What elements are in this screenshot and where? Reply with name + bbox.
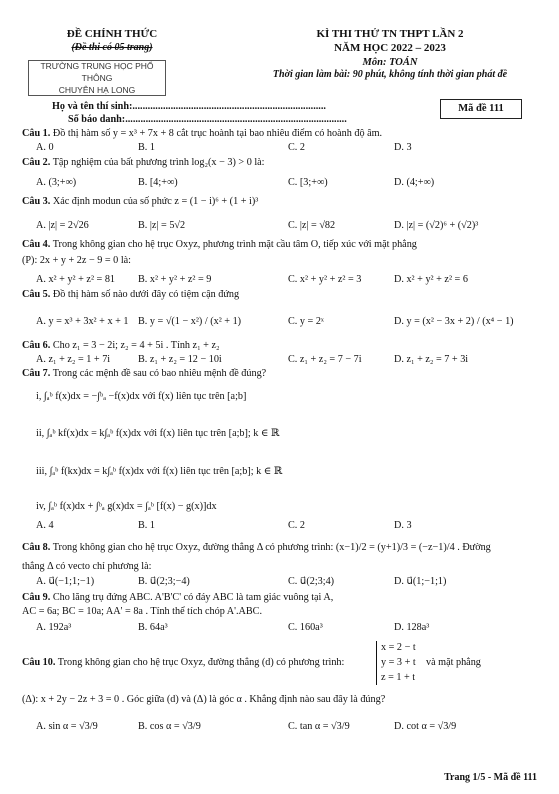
line-system — [376, 641, 416, 685]
statement-i: i, ∫ₐᵇ f(x)dx = −∫ᵇₐ −f(x)dx với f(x) liên tục trên [a;b] — [36, 391, 247, 402]
exam-title: KÌ THI THỬ TN THPT LẦN 2 — [316, 28, 464, 40]
question-label: Câu 1. — [22, 128, 51, 139]
question-text: Cho z₁ = 3 − 2i; z₂ = 4 + 5i . Tính z₁ + z₂ — [52, 340, 220, 351]
stamp-line-1: TRƯỜNG TRUNG HỌC PHỔ THÔNG — [40, 61, 154, 83]
option-d[interactable]: D. x² + y² + z² = 6 — [394, 274, 468, 285]
statement-iv: iv, ∫ₐᵇ f(x)dx + ∫ᵇₐ g(x)dx = ∫ₐᵇ [f(x) − g(x)]dx — [36, 501, 217, 512]
time-allowed: Thời gian làm bài: 90 phút, không tính thời gian phát đề — [272, 68, 508, 80]
question-text: Đồ thị hàm số nào dưới đây có tiệm cận đứng — [52, 289, 240, 300]
option-a[interactable]: A. y = x³ + 3x² + x + 1 — [36, 316, 129, 327]
option-d[interactable]: D. cot α = √3/9 — [394, 721, 457, 732]
question-label: Câu 8. — [22, 542, 51, 553]
option-d[interactable]: D. u⃗(1;−1;1) — [394, 576, 447, 587]
header-left — [22, 28, 202, 54]
option-c[interactable]: C. x² + y² + z² = 3 — [288, 274, 362, 285]
options-q1 — [36, 142, 536, 156]
question-text: Xác định modun của số phức z = (1 − i)⁶ + (1 + i)³ — [52, 196, 259, 207]
question-10-cont: (Δ): x + 2y − 2z + 3 = 0 . Góc giữa (d) và (Δ) là góc α . Khẳng định nào sau đây là đúng? — [22, 694, 386, 705]
question-label: Câu 6. — [22, 340, 51, 351]
option-b[interactable]: B. 1 — [138, 520, 155, 531]
question-8 — [22, 542, 537, 555]
question-7 — [22, 368, 537, 381]
option-a[interactable]: A. (3;+∞) — [36, 177, 77, 188]
system-eq-x: x = 2 − t — [381, 642, 416, 653]
student-id-line: Số báo danh:....................................................................................... — [68, 114, 347, 125]
question-text: Trong không gian cho hệ trục Oxyz, đường thẳng Δ có phương trình: (x−1)/2 = (y+1)/3 = (−z−1)/4 . Đường — [52, 542, 491, 553]
option-c[interactable]: C. [3;+∞) — [288, 177, 328, 188]
option-c[interactable]: C. y = 2ˣ — [288, 316, 324, 327]
question-6 — [22, 340, 537, 353]
question-label: Câu 5. — [22, 289, 51, 300]
option-d[interactable]: D. y = (x² − 3x + 2) / (x⁴ − 1) — [394, 316, 514, 327]
question-2 — [22, 157, 537, 170]
question-text: Trong không gian cho hệ trục Oxyz, phương trình mặt cầu tâm O, tiếp xúc với mặt phẳng — [52, 239, 417, 250]
question-text: Trong không gian cho hệ trục Oxyz, đường thẳng (d) có phương trình: — [57, 657, 345, 668]
official-label: ĐỀ CHÍNH THỨC — [66, 28, 158, 40]
option-d[interactable]: D. 3 — [394, 142, 412, 153]
option-b[interactable]: B. cos α = √3/9 — [138, 721, 201, 732]
question-label: Câu 4. — [22, 239, 51, 250]
question-text: Đồ thị hàm số y = x³ + 7x + 8 cắt trục hoành tại bao nhiêu điểm có hoành độ âm. — [52, 128, 383, 139]
question-label: Câu 10. — [22, 657, 56, 668]
option-a[interactable]: A. |z| = 2√26 — [36, 220, 89, 231]
stamp-line-2: CHUYÊN HẠ LONG — [58, 84, 136, 95]
question-1 — [22, 128, 537, 141]
option-d[interactable]: D. z₁ + z₂ = 7 + 3i — [394, 354, 469, 365]
question-text: Tập nghiệm của bất phương trình log₂(x − 3) > 0 là: — [52, 157, 265, 168]
option-a[interactable]: A. z₁ + z₂ = 1 + 7i — [36, 354, 111, 365]
question-4-cont: (P): 2x + y + 2z − 9 = 0 là: — [22, 255, 131, 266]
option-b[interactable]: B. 1 — [138, 142, 155, 153]
option-c[interactable]: C. tan α = √3/9 — [288, 721, 350, 732]
options-q9 — [36, 622, 536, 636]
question-9-cont: AC = 6a; BC = 10a; AA' = 8a . Tính thể tích chóp A'.ABC. — [22, 606, 263, 617]
question-text: Trong các mệnh đề sau có bao nhiêu mệnh đề đúng? — [52, 368, 267, 379]
school-year: NĂM HỌC 2022 – 2023 — [334, 41, 446, 54]
option-c[interactable]: C. 2 — [288, 142, 305, 153]
question-text: Cho lăng trụ đứng ABC. A'B'C' có đáy ABC là tam giác vuông tại A, — [52, 592, 334, 603]
system-eq-z: z = 1 + t — [381, 671, 416, 683]
option-d[interactable]: D. |z| = (√2)⁶ + (√2)³ — [394, 220, 479, 231]
question-label: Câu 3. — [22, 196, 51, 207]
option-b[interactable]: B. 64a³ — [138, 622, 168, 633]
question-3 — [22, 196, 537, 209]
options-q5 — [36, 316, 536, 330]
option-b[interactable]: B. x² + y² + z² = 9 — [138, 274, 212, 285]
options-q8 — [36, 576, 536, 590]
option-b[interactable]: B. y = √(1 − x²) / (x² + 1) — [138, 316, 242, 327]
options-q6 — [36, 354, 536, 368]
option-c[interactable]: C. z₁ + z₂ = 7 − 7i — [288, 354, 362, 365]
options-q4 — [36, 274, 536, 288]
option-c[interactable]: C. u⃗(2;3;4) — [288, 576, 335, 587]
statement-iii: iii, ∫ₐᵇ f(kx)dx = k∫ₐᵇ f(x)dx với f(x) liên tục trên [a;b]; k ∈ ℝ — [36, 466, 283, 477]
option-a[interactable]: A. 4 — [36, 520, 54, 531]
option-b[interactable]: B. |z| = 5√2 — [138, 220, 186, 231]
question-9 — [22, 592, 537, 605]
option-a[interactable]: A. 0 — [36, 142, 54, 153]
option-d[interactable]: D. 3 — [394, 520, 412, 531]
option-a[interactable]: A. sin α = √3/9 — [36, 721, 98, 732]
option-d[interactable]: D. (4;+∞) — [394, 177, 435, 188]
subject: Môn: TOÁN — [362, 56, 418, 68]
options-q3 — [36, 220, 536, 234]
question-label: Câu 2. — [22, 157, 51, 168]
option-c[interactable]: C. 2 — [288, 520, 305, 531]
statement-ii: ii, ∫ₐᵇ kf(x)dx = k∫ₐᵇ f(x)dx với f(x) liên tục trên [a;b]; k ∈ ℝ — [36, 428, 280, 439]
option-c[interactable]: C. |z| = √82 — [288, 220, 336, 231]
option-a[interactable]: A. 192a³ — [36, 622, 72, 633]
options-q10 — [36, 721, 536, 735]
pages-note: (Đề thi có 05 trang) — [71, 41, 153, 53]
option-a[interactable]: A. x² + y² + z² = 81 — [36, 274, 116, 285]
page-footer: Trang 1/5 - Mã đề 111 — [444, 772, 537, 783]
options-q7 — [36, 520, 536, 534]
option-b[interactable]: B. u⃗(2;3;−4) — [138, 576, 190, 587]
question-10-after: và mặt phẳng — [426, 657, 481, 668]
student-name-line: Họ và tên thí sinh:............................................................................ — [52, 101, 326, 112]
option-b[interactable]: B. [4;+∞) — [138, 177, 178, 188]
question-5 — [22, 289, 537, 302]
option-a[interactable]: A. u⃗(−1;1;−1) — [36, 576, 95, 587]
options-q2 — [36, 177, 536, 191]
option-b[interactable]: B. z₁ + z₂ = 12 − 10i — [138, 354, 222, 365]
option-d[interactable]: D. 128a³ — [394, 622, 430, 633]
header-right — [240, 28, 540, 81]
exam-code-box: Mã đề 111 — [440, 99, 522, 119]
question-label: Câu 9. — [22, 592, 51, 603]
school-stamp — [28, 60, 166, 96]
question-8-cont: thẳng Δ có vecto chỉ phương là: — [22, 561, 152, 572]
question-label: Câu 7. — [22, 368, 51, 379]
question-4 — [22, 239, 537, 252]
option-c[interactable]: C. 160a³ — [288, 622, 323, 633]
system-eq-y: y = 3 + t — [381, 656, 416, 668]
